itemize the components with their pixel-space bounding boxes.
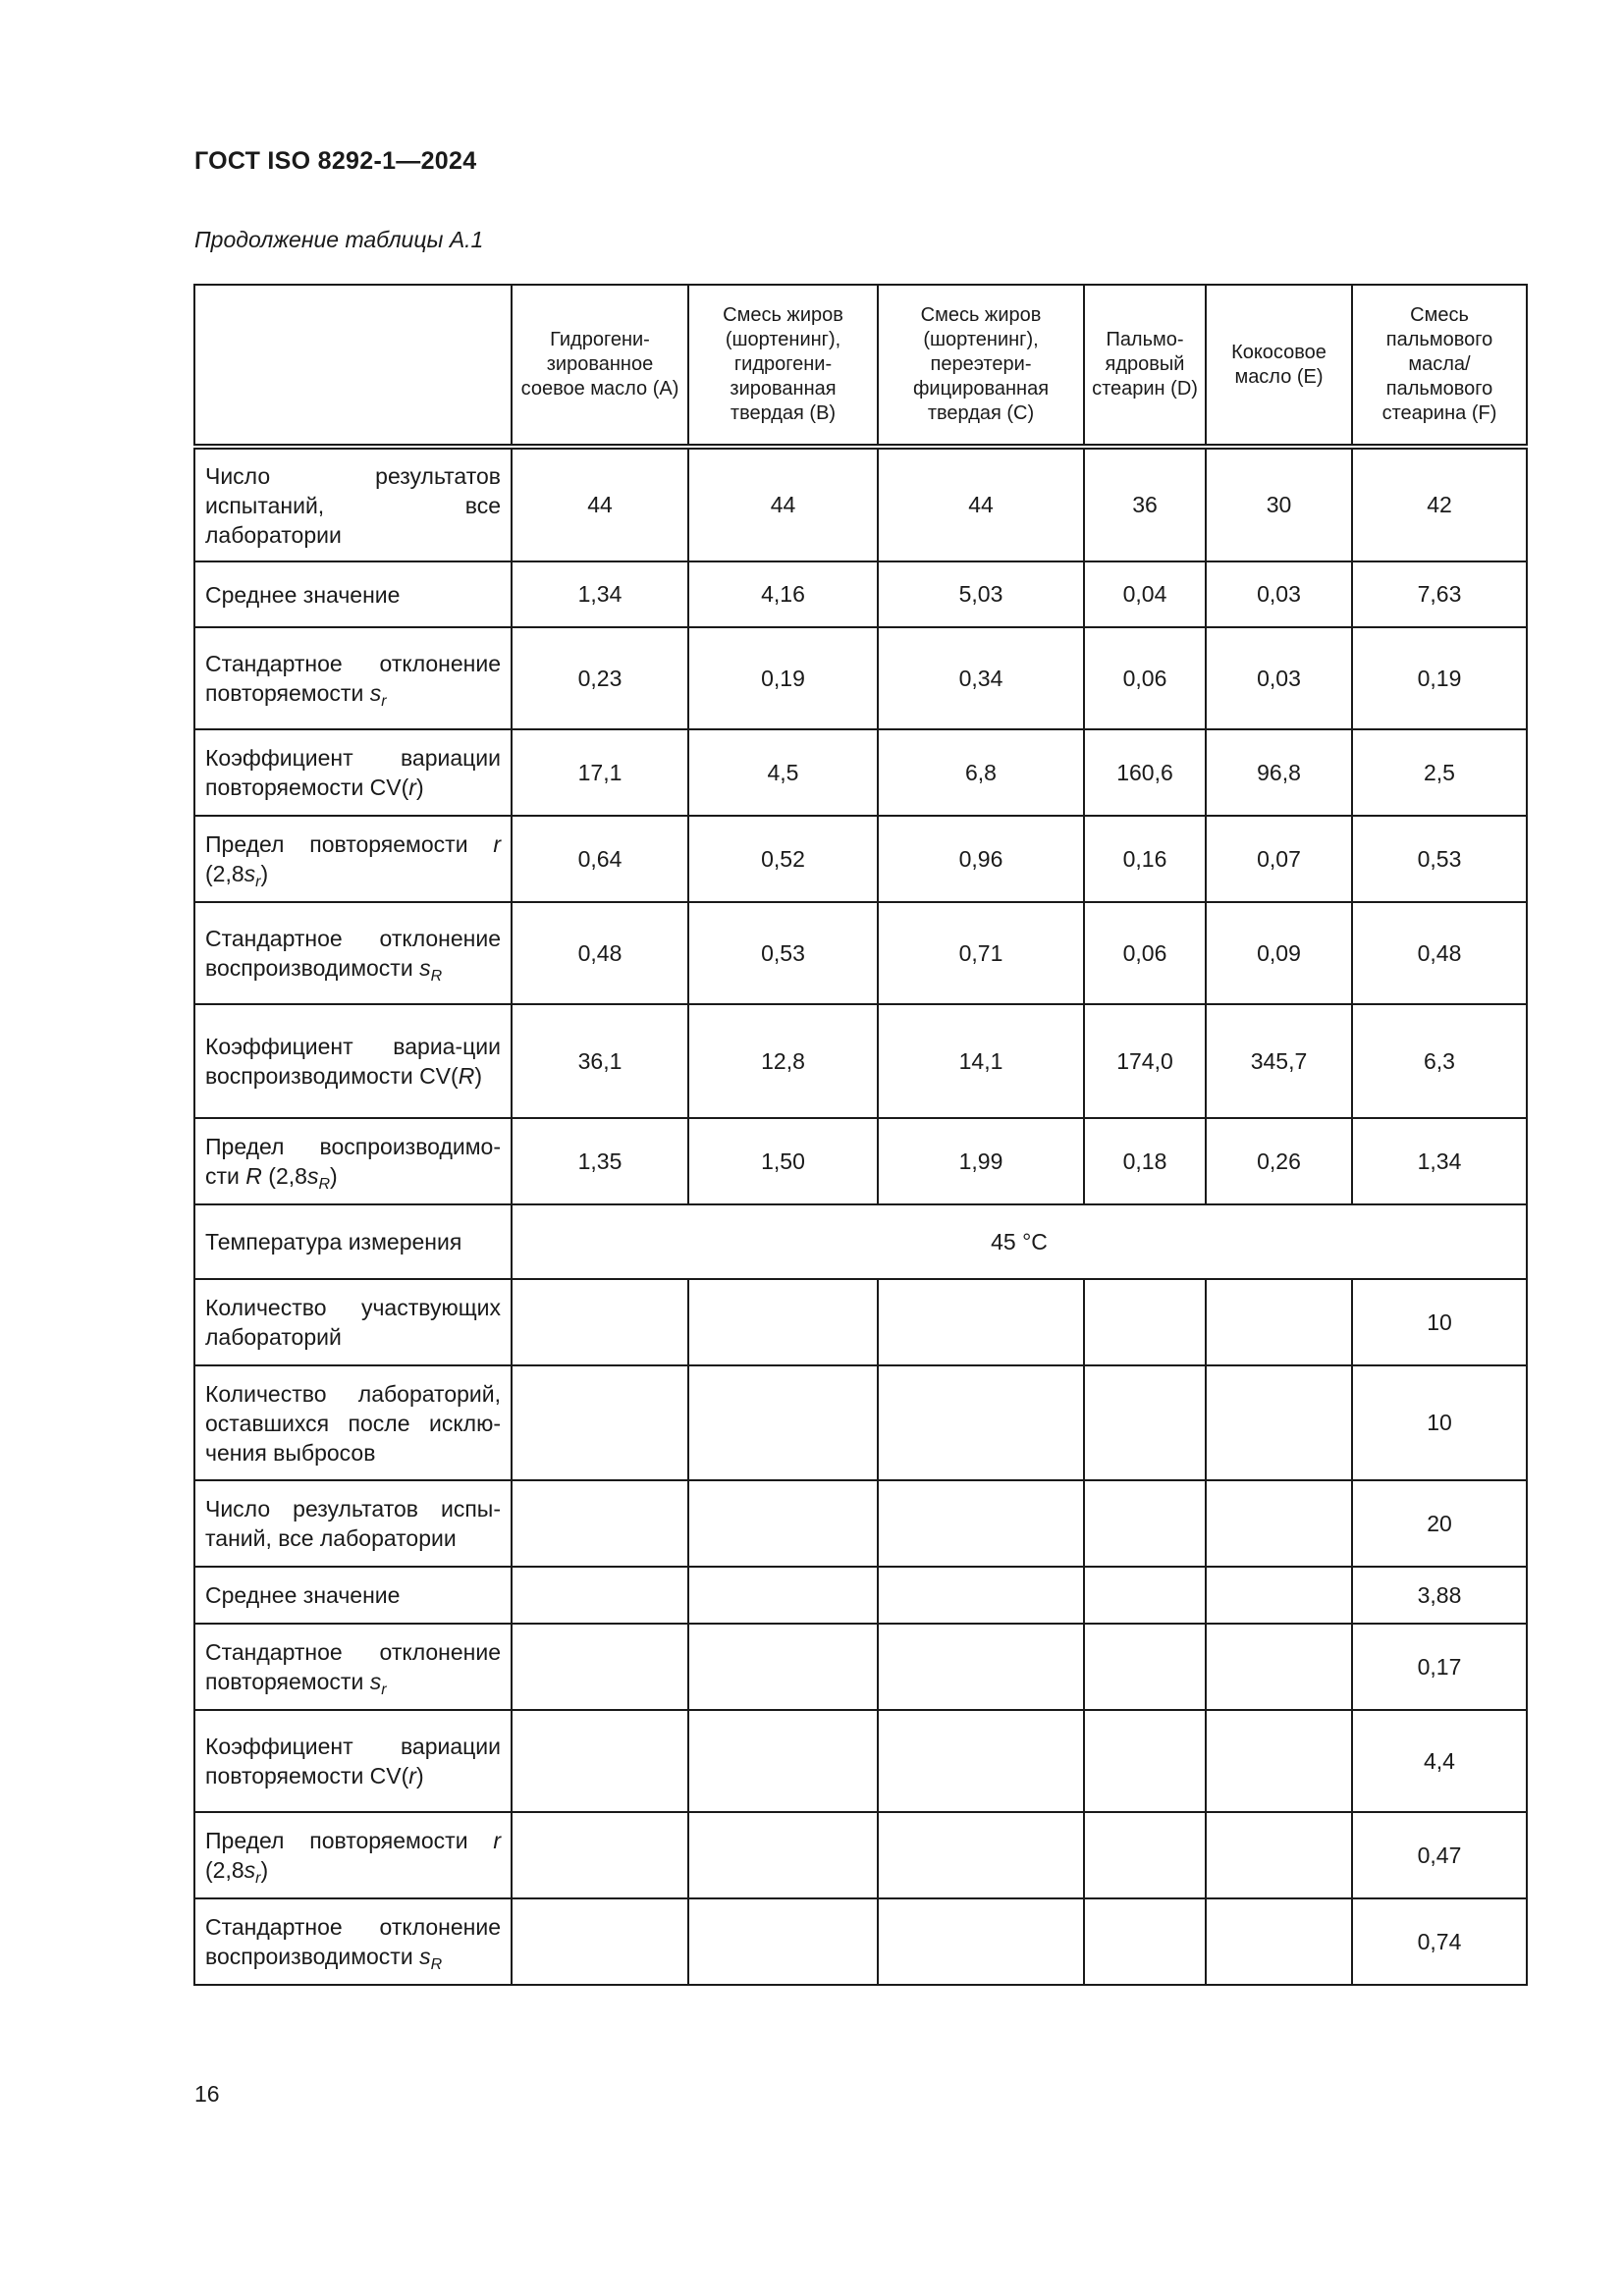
- symbol: s: [369, 1669, 382, 1694]
- row-label: [194, 561, 512, 627]
- table-cell: 0,71: [878, 902, 1084, 1004]
- table-cell: 0,06: [1084, 902, 1206, 1004]
- row-label: Температура измерения: [194, 1204, 512, 1279]
- table-cell: 2,5: [1352, 729, 1527, 816]
- subscript: r: [381, 693, 387, 710]
- table-row: [194, 1365, 1527, 1480]
- table-cell: 0,64: [512, 816, 688, 902]
- table-cell: 0,48: [1352, 902, 1527, 1004]
- label-tail: ): [330, 1163, 338, 1189]
- table-cell: [1206, 1812, 1352, 1898]
- column-header: Смесь пальмового масла/ пальмового стеарина (F): [1352, 285, 1527, 447]
- row-label: [194, 1710, 512, 1812]
- table-cell: 0,34: [878, 627, 1084, 729]
- table-cell: 36: [1084, 447, 1206, 561]
- table-cell: [1206, 1279, 1352, 1365]
- row-label: [194, 1480, 512, 1567]
- row-label-text: Среднее значение: [205, 1582, 401, 1608]
- table-row: [194, 729, 1527, 816]
- subscript: r: [255, 1870, 261, 1887]
- column-header: Смесь жиров (шортенинг), переэтери-фицированная твердая (С): [878, 285, 1084, 447]
- subscript: R: [430, 1956, 443, 1973]
- table-cell: 0,23: [512, 627, 688, 729]
- table-cell: 44: [688, 447, 878, 561]
- table-cell: [1084, 1812, 1206, 1898]
- row-label: [194, 729, 512, 816]
- table-cell: 30: [1206, 447, 1352, 561]
- row-label-text: Коэффициент вариации повторяемости CV(: [205, 745, 501, 800]
- row-label: [194, 1004, 512, 1118]
- table-cell: [688, 1710, 878, 1812]
- label-tail: ): [260, 1857, 269, 1883]
- row-label: [194, 1365, 512, 1480]
- table-cell: 12,8: [688, 1004, 878, 1118]
- table-cell: 10: [1352, 1365, 1527, 1480]
- table-cell: 0,19: [1352, 627, 1527, 729]
- row-label-text: Стандартное отклонение повторяемости: [205, 1639, 501, 1694]
- row-label: [194, 1118, 512, 1204]
- label-tail: (2,8: [205, 861, 244, 886]
- temperature-value: 45 °C: [512, 1204, 1527, 1279]
- table-row: [194, 1567, 1527, 1624]
- table-cell: [688, 1365, 878, 1480]
- table-cell: 0,03: [1206, 561, 1352, 627]
- subscript: R: [430, 968, 443, 985]
- row-label: [194, 1279, 512, 1365]
- table-cell: 1,35: [512, 1118, 688, 1204]
- table-cell: [512, 1710, 688, 1812]
- table-cell: [1206, 1624, 1352, 1710]
- table-cell: [1084, 1365, 1206, 1480]
- table-row: [194, 561, 1527, 627]
- row-label-text: Предел воспроизводимо-сти: [205, 1134, 501, 1189]
- table-cell: 20: [1352, 1480, 1527, 1567]
- table-cell: [1084, 1624, 1206, 1710]
- table-cell: 6,3: [1352, 1004, 1527, 1118]
- table-cell: [512, 1812, 688, 1898]
- column-header: Кокосовое масло (Е): [1206, 285, 1352, 447]
- table-cell: 0,53: [688, 902, 878, 1004]
- symbol: r: [408, 774, 416, 800]
- table-cell: 6,8: [878, 729, 1084, 816]
- row-label-text: Количество лабораторий, оставшихся после исклю-чения выбросов: [205, 1380, 501, 1466]
- table-cell: [1084, 1279, 1206, 1365]
- table-cell: [512, 1279, 688, 1365]
- table-cell: 1,34: [512, 561, 688, 627]
- row-label: [194, 627, 512, 729]
- table-cell: [878, 1279, 1084, 1365]
- symbol: s: [419, 955, 431, 981]
- table-cell: [688, 1279, 878, 1365]
- symbol: R: [245, 1163, 262, 1189]
- row-label: [194, 816, 512, 902]
- header-empty-cell: [194, 285, 512, 447]
- table-cell: 4,5: [688, 729, 878, 816]
- row-label-text: Коэффициент вариации повторяемости CV(: [205, 1734, 501, 1789]
- table-row: [194, 1812, 1527, 1898]
- row-label-text: Число результатов испытаний, все лаборатории: [205, 462, 501, 548]
- symbol: s: [244, 1857, 256, 1883]
- table-cell: 0,26: [1206, 1118, 1352, 1204]
- table-cell: 10: [1352, 1279, 1527, 1365]
- symbol: r: [493, 831, 501, 857]
- table-cell: 0,74: [1352, 1898, 1527, 1985]
- document-code: ГОСТ ISO 8292-1—2024: [194, 147, 477, 175]
- table-cell: 0,17: [1352, 1624, 1527, 1710]
- table-cell: 7,63: [1352, 561, 1527, 627]
- table-cell: [688, 1898, 878, 1985]
- subscript: r: [381, 1682, 387, 1698]
- table-cell: 0,96: [878, 816, 1084, 902]
- temperature-row: [194, 1204, 1527, 1279]
- table-cell: 36,1: [512, 1004, 688, 1118]
- table-row: [194, 1279, 1527, 1365]
- page-number: 16: [194, 2081, 220, 2107]
- table-cell: [688, 1624, 878, 1710]
- symbol: s: [419, 1944, 431, 1969]
- table-row: [194, 816, 1527, 902]
- table-cell: [512, 1567, 688, 1624]
- table-cell: [878, 1365, 1084, 1480]
- table-cell: [688, 1812, 878, 1898]
- row-label: [194, 902, 512, 1004]
- table-cell: [878, 1480, 1084, 1567]
- table-row: [194, 447, 1527, 561]
- table-cell: [878, 1567, 1084, 1624]
- data-table: [193, 284, 1528, 1986]
- table-cell: 42: [1352, 447, 1527, 561]
- table-cell: 1,99: [878, 1118, 1084, 1204]
- table-cell: [512, 1365, 688, 1480]
- table-cell: [878, 1710, 1084, 1812]
- row-label-text: Число результатов испы-таний, все лаборатории: [205, 1496, 501, 1551]
- subscript: R: [318, 1176, 330, 1193]
- symbol: s: [244, 861, 256, 886]
- table-row: [194, 1624, 1527, 1710]
- table-cell: [512, 1480, 688, 1567]
- table-cell: [1084, 1710, 1206, 1812]
- table-cell: [1084, 1480, 1206, 1567]
- table-cell: 0,03: [1206, 627, 1352, 729]
- table-cell: 1,50: [688, 1118, 878, 1204]
- table-cell: 0,06: [1084, 627, 1206, 729]
- table-cell: [1206, 1480, 1352, 1567]
- table-cell: 0,04: [1084, 561, 1206, 627]
- symbol: r: [493, 1828, 501, 1853]
- row-label: [194, 1624, 512, 1710]
- table-cell: [1206, 1898, 1352, 1985]
- table-cell: 44: [878, 447, 1084, 561]
- table-cell: [1084, 1567, 1206, 1624]
- table-cell: 96,8: [1206, 729, 1352, 816]
- table-cell: 3,88: [1352, 1567, 1527, 1624]
- label-tail: ): [260, 861, 269, 886]
- row-label: [194, 1812, 512, 1898]
- row-label-text: Предел повторяемости: [205, 831, 468, 857]
- table-header-row: [194, 285, 1527, 447]
- table-cell: 4,4: [1352, 1710, 1527, 1812]
- table-row: [194, 1710, 1527, 1812]
- table-cell: 44: [512, 447, 688, 561]
- label-tail: (2,8: [205, 1857, 244, 1883]
- table-cell: [1084, 1898, 1206, 1985]
- table-cell: 0,19: [688, 627, 878, 729]
- table-cell: [512, 1898, 688, 1985]
- label-tail: ): [415, 1763, 424, 1789]
- table-cell: [1206, 1710, 1352, 1812]
- row-label-text: Коэффициент вариа-ции воспроизводимости CV(: [205, 1034, 501, 1089]
- table-cell: 160,6: [1084, 729, 1206, 816]
- table-caption: Продолжение таблицы А.1: [194, 227, 484, 252]
- table-row: [194, 1898, 1527, 1985]
- table-cell: [1206, 1365, 1352, 1480]
- symbol: s: [306, 1163, 319, 1189]
- table-cell: 1,34: [1352, 1118, 1527, 1204]
- label-tail: (2,8: [268, 1163, 307, 1189]
- subscript: r: [255, 874, 261, 890]
- symbol: s: [369, 680, 382, 706]
- table-cell: [512, 1624, 688, 1710]
- table-cell: 4,16: [688, 561, 878, 627]
- table-row: [194, 1480, 1527, 1567]
- label-tail: ): [415, 774, 424, 800]
- column-header: Пальмо-ядровый стеарин (D): [1084, 285, 1206, 447]
- row-label-text: Стандартное отклонение воспроизводимости: [205, 926, 501, 981]
- table-cell: 345,7: [1206, 1004, 1352, 1118]
- table-cell: 0,47: [1352, 1812, 1527, 1898]
- row-label: [194, 1567, 512, 1624]
- row-label: [194, 1898, 512, 1985]
- table-cell: 5,03: [878, 561, 1084, 627]
- row-label-text: Количество участвующих лабораторий: [205, 1295, 501, 1350]
- table-row: [194, 627, 1527, 729]
- symbol: R: [458, 1063, 475, 1089]
- table-cell: 174,0: [1084, 1004, 1206, 1118]
- table-cell: 0,48: [512, 902, 688, 1004]
- table-cell: 0,09: [1206, 902, 1352, 1004]
- table-row: [194, 1004, 1527, 1118]
- row-label-text: Предел повторяемости: [205, 1828, 468, 1853]
- table-cell: [878, 1812, 1084, 1898]
- table-cell: [1206, 1567, 1352, 1624]
- column-header: Смесь жиров (шортенинг), гидрогени-зированная твердая (В): [688, 285, 878, 447]
- table-cell: 0,07: [1206, 816, 1352, 902]
- table-cell: [688, 1567, 878, 1624]
- table-cell: [878, 1624, 1084, 1710]
- table-cell: 0,18: [1084, 1118, 1206, 1204]
- table-cell: 0,52: [688, 816, 878, 902]
- table-cell: 17,1: [512, 729, 688, 816]
- symbol: r: [408, 1763, 416, 1789]
- row-label-text: Среднее значение: [205, 581, 401, 608]
- row-label-text: Стандартное отклонение повторяемости: [205, 651, 501, 706]
- table-cell: 14,1: [878, 1004, 1084, 1118]
- column-header: Гидрогени-зированное соевое масло (А): [512, 285, 688, 447]
- table-cell: [688, 1480, 878, 1567]
- row-label-text: Стандартное отклонение воспроизводимости: [205, 1914, 501, 1969]
- label-tail: ): [474, 1063, 482, 1089]
- table-row: [194, 902, 1527, 1004]
- table-cell: 0,16: [1084, 816, 1206, 902]
- table-cell: [878, 1898, 1084, 1985]
- table-row: [194, 1118, 1527, 1204]
- table-cell: 0,53: [1352, 816, 1527, 902]
- row-label: [194, 447, 512, 561]
